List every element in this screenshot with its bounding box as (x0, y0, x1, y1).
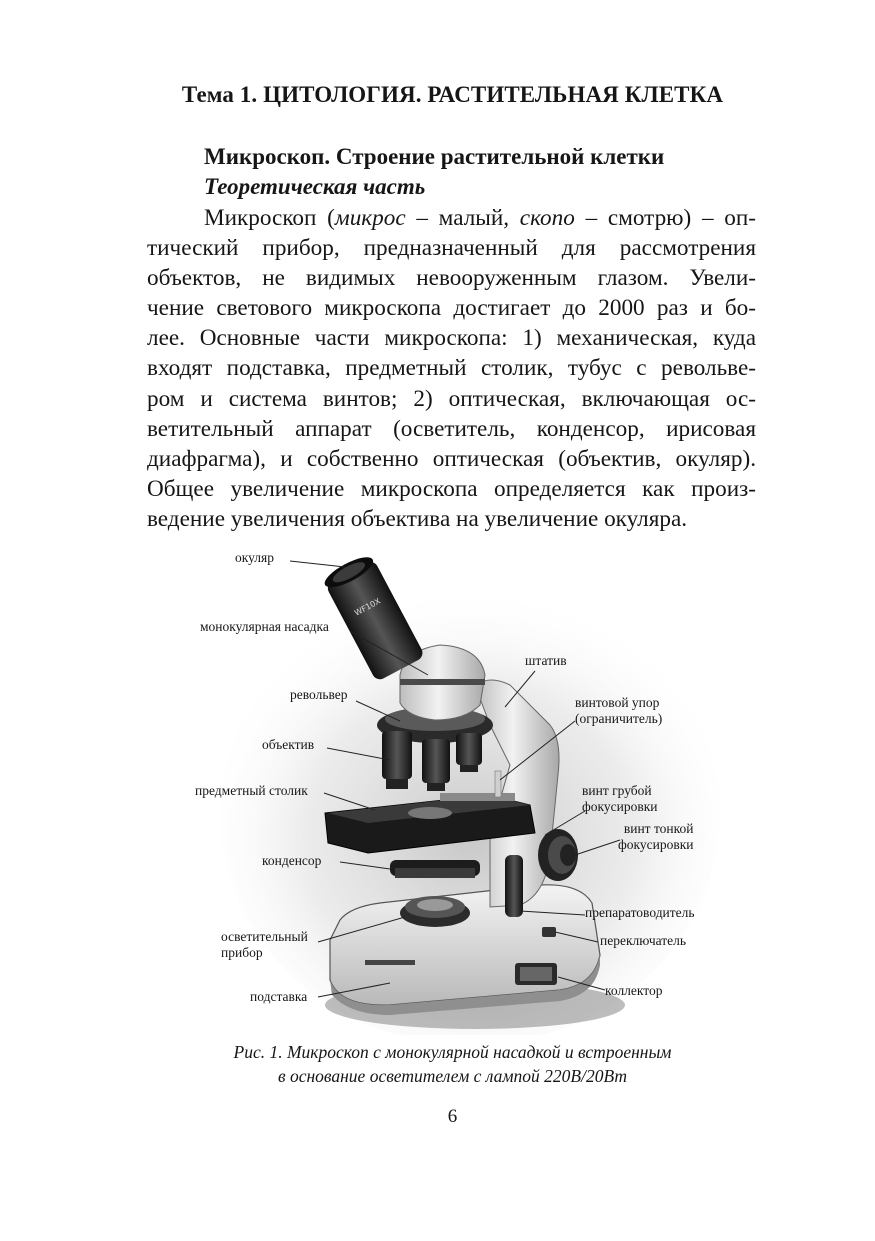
label-revolver: револьвер (290, 687, 348, 702)
screw-stop (495, 771, 501, 797)
label-line: винтовой упор (575, 695, 660, 710)
chapter-title: Тема 1. ЦИТОЛОГИЯ. РАСТИТЕЛЬНАЯ КЛЕТКА (181, 82, 724, 107)
label-line: фокусировки (582, 799, 658, 814)
label-coarse-focus (582, 783, 658, 815)
caption-line: в основание осветителем с лампой 220В/20Вт (277, 1066, 628, 1086)
body-line (147, 203, 756, 233)
label-stand: штатив (525, 653, 567, 668)
label-illuminator (221, 929, 308, 961)
base-slot (365, 960, 415, 965)
slide-clip (440, 793, 515, 801)
label-monocular-attachment: монокулярная насадка (200, 619, 329, 634)
label-stage: предметный столик (195, 783, 308, 798)
label-base: подставка (250, 989, 308, 1004)
fine-focus-knob (560, 844, 576, 866)
body-line: входят подставка, предметный столик, тубус с револьве- (147, 355, 756, 382)
body-text (147, 203, 756, 534)
body-line: чение светового микроскопа достигает до 2000 раз и бо- (147, 295, 756, 322)
body-line: Общее увеличение микроскопа определяется как произ- (147, 475, 756, 502)
label-line: осветительный (221, 929, 308, 944)
slide-mover-rod (505, 855, 523, 917)
label-collector: коллектор (605, 983, 663, 998)
subsection-title: Теоретическая часть (204, 174, 426, 199)
collector-glass (520, 967, 552, 981)
body-line: ветительный аппарат (осветитель, конденсор, ирисовая (147, 415, 756, 442)
label-line: (ограничитель) (575, 711, 663, 726)
italic-term: микрос (334, 205, 406, 231)
body-line: тический прибор, предназначенный для рассмотрения (147, 235, 756, 262)
text-run: Микроскоп ( (204, 205, 335, 231)
condenser-ring (395, 868, 475, 878)
caption-line: Рис. 1. Микроскоп с монокулярной насадкой и встроенным (233, 1042, 672, 1062)
eyepiece-marking: WF10X (352, 596, 383, 618)
objective-lens-1 (382, 731, 412, 789)
body-line: объектов, не видимых невооруженным глазом. Увели- (147, 265, 756, 292)
text-run: – смотрю) – оп- (574, 205, 756, 231)
text-run: , (503, 205, 520, 231)
section-title: Микроскоп. Строение растительной клетки (204, 144, 665, 169)
label-line: винт тонкой (623, 821, 694, 836)
microscope-figure (190, 535, 720, 1035)
label-slide-mover: препаратоводитель (585, 905, 695, 920)
leader-okular (290, 561, 345, 567)
body-line: ведение увеличения объектива на увеличение окуляра. (147, 505, 688, 532)
switch-button (542, 927, 556, 937)
body-line: диафрагма), и собственно оптическая (объектив, окуляр). (147, 445, 756, 472)
label-okular: окуляр (235, 550, 274, 565)
label-condenser: конденсор (262, 853, 322, 868)
text-run: – малый (405, 205, 504, 231)
page-number: 6 (447, 1106, 458, 1127)
figure-caption (0, 1040, 875, 1088)
label-screw-stop (575, 695, 662, 727)
illuminator-glass (417, 899, 453, 911)
head-band (400, 679, 485, 685)
label-switch: переключатель (600, 933, 687, 948)
label-line: винт грубой (582, 783, 652, 798)
label-objective: объектив (262, 737, 315, 752)
body-line: ром и система винтов; 2) оптическая, включающая ос- (147, 385, 756, 412)
body-line: лее. Основные части микроскопа: 1) механическая, куда (147, 325, 756, 352)
stage-aperture (408, 807, 452, 819)
label-line: фокусировки (618, 837, 694, 852)
italic-term: скопо (519, 205, 575, 231)
label-line: прибор (221, 945, 263, 960)
label-fine-focus (618, 821, 694, 853)
